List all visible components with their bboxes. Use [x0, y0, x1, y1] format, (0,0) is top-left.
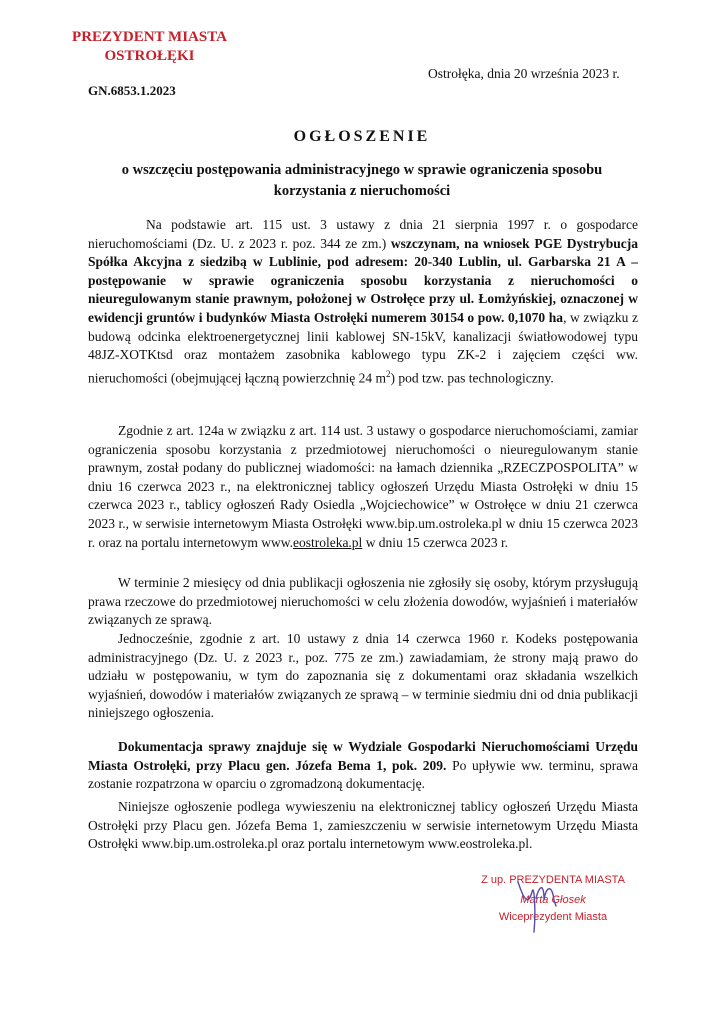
- signature-line-1: Z up. PREZYDENTA MIASTA: [481, 874, 625, 886]
- signature-line-3: Wiceprezydent Miasta: [498, 911, 608, 923]
- p1-intro: Na podstawie art. 115 ust. 3 ustawy z dnia 21 sierpnia 1997 r. o gospodarce nieruchomościami (Dz. U. z 2023 r. poz. 344 ze zm.): [88, 217, 638, 251]
- paragraph-6: Niniejsze ogłoszenie podlega wywieszeniu na elektronicznej tablicy ogłoszeń Urzędu Miasta Ostrołęki przy Placu gen. Józefa Bema 1, zamieszczeniu w serwisie internetowym Urzędu Miasta Ostrołęki www.bip.um.ostroleka.pl oraz portalu internetowym www.eostroleka.pl.: [88, 799, 638, 852]
- reference-number: GN.6853.1.2023: [88, 83, 176, 98]
- p2-end: w dniu 15 czerwca 2023 r.: [362, 534, 509, 550]
- p5-body: Po upływie ww. terminu, sprawa zostanie rozpatrzona w oparciu o zgromadzoną dokumentację.: [88, 757, 638, 792]
- paragraph-1: [88, 216, 638, 388]
- document-date: Ostrołęka, dnia 20 września 2023 r.: [428, 66, 620, 81]
- header-stamp: [62, 28, 237, 66]
- stamp-line-1: PREZYDENT MIASTA: [72, 29, 227, 45]
- paragraph-3: W terminie 2 miesięcy od dnia publikacji ogłoszenia nie zgłosiły się osoby, którym przysługują prawa rzeczowe do przedmiotowej nieruchomości w celu złożenia dowodów, wyjaśnień i materiałów związanych ze sprawą.: [88, 575, 638, 628]
- stamp-line-2: OSTROŁĘKI: [104, 48, 195, 64]
- eostroleka-link[interactable]: eostroleka.pl: [292, 534, 363, 550]
- paragraph-2: [88, 422, 638, 552]
- p1-end: ) pod tzw. pas technologiczny.: [390, 370, 554, 386]
- handwritten-signature: [510, 870, 570, 940]
- p1-body: , w związku z budową odcinka elektroenergetycznej linii kablowej SN-15kV, kanalizacji światłowodowej typu 48JZ-XOTKtsd oraz montażem zasobnika kablowego typu ZK-2 i zajęciem części ww. nieruchomości (obejmującej łączną powierzchnię 24 m: [88, 309, 638, 386]
- p5-bold: Dokumentacja sprawy znajduje się w Wydziale Gospodarki Nieruchomościami Urzędu Miasta Ostrołęki, przy Placu gen. Józefa Bema 1, pok. 209.: [88, 739, 638, 773]
- p2-body: Zgodnie z art. 124a w związku z art. 114 ust. 3 ustawy o gospodarce nieruchomościami, zamiar ograniczenia sposobu korzystania z przedmiotowej nieruchomości o nieuregulowanym stanie prawnym, został podany do publicznej wiadomości: na łamach dziennika „RZECZPOSPOLITA” w dniu 16 czerwca 2023 r., na elektronicznej tablicy ogłoszeń Urzędu Miasta Ostrołęki w dniu 15 czerwca 2023 r., tablicy ogłoszeń Rady Osiedla „Wojciechowice” w Ostrołęce w dniu 21 czerwca 2023 r., w serwisie internetowym Miasta Ostrołęki www.bip.um.ostroleka.pl w dniu 15 czerwca 2023 r. oraz na portalu internetowym www.: [88, 423, 638, 550]
- signature-line-2: Marta Głosek: [520, 894, 586, 906]
- document-title: OGŁOSZENIE: [293, 128, 431, 145]
- p1-bold: wszczynam, na wniosek PGE Dystrybucja Spółka Akcyjna z siedzibą w Lublinie, pod adresem: 20-340 Lublin, ul. Garbarska 21 A – postępowanie w sprawie ograniczenia sposobu korzystania z nieruchomości o nieuregulowanym stanie prawnym, położonej w Ostrołęce przy ul. Łomżyńskiej, oznaczonej w ewidencji gruntów i budynków Miasta Ostrołęki numerem 30154 o pow. 0,1070 ha: [88, 235, 639, 325]
- paragraph-5: [88, 738, 638, 794]
- subtitle-line-1: o wszczęciu postępowania administracyjnego w sprawie ograniczenia sposobu: [121, 162, 603, 178]
- document-subtitle: [110, 160, 614, 202]
- subtitle-line-2: korzystania z nieruchomości: [273, 183, 451, 199]
- p1-superscript: 2: [386, 368, 391, 379]
- paragraph-4: Jednocześnie, zgodnie z art. 10 ustawy z dnia 14 czerwca 1960 r. Kodeks postępowania administracyjnego (Dz. U. z 2023 r., poz. 775 ze zm.) zawiadamiam, że strony mają prawo do udziału w postępowaniu, w tym do zapoznania się z dokumentami oraz składania wszelkich wyjaśnień, dowodów i materiałów związanych ze sprawą – w terminie siedmiu dni od dnia publikacji niniejszego ogłoszenia.: [88, 631, 638, 721]
